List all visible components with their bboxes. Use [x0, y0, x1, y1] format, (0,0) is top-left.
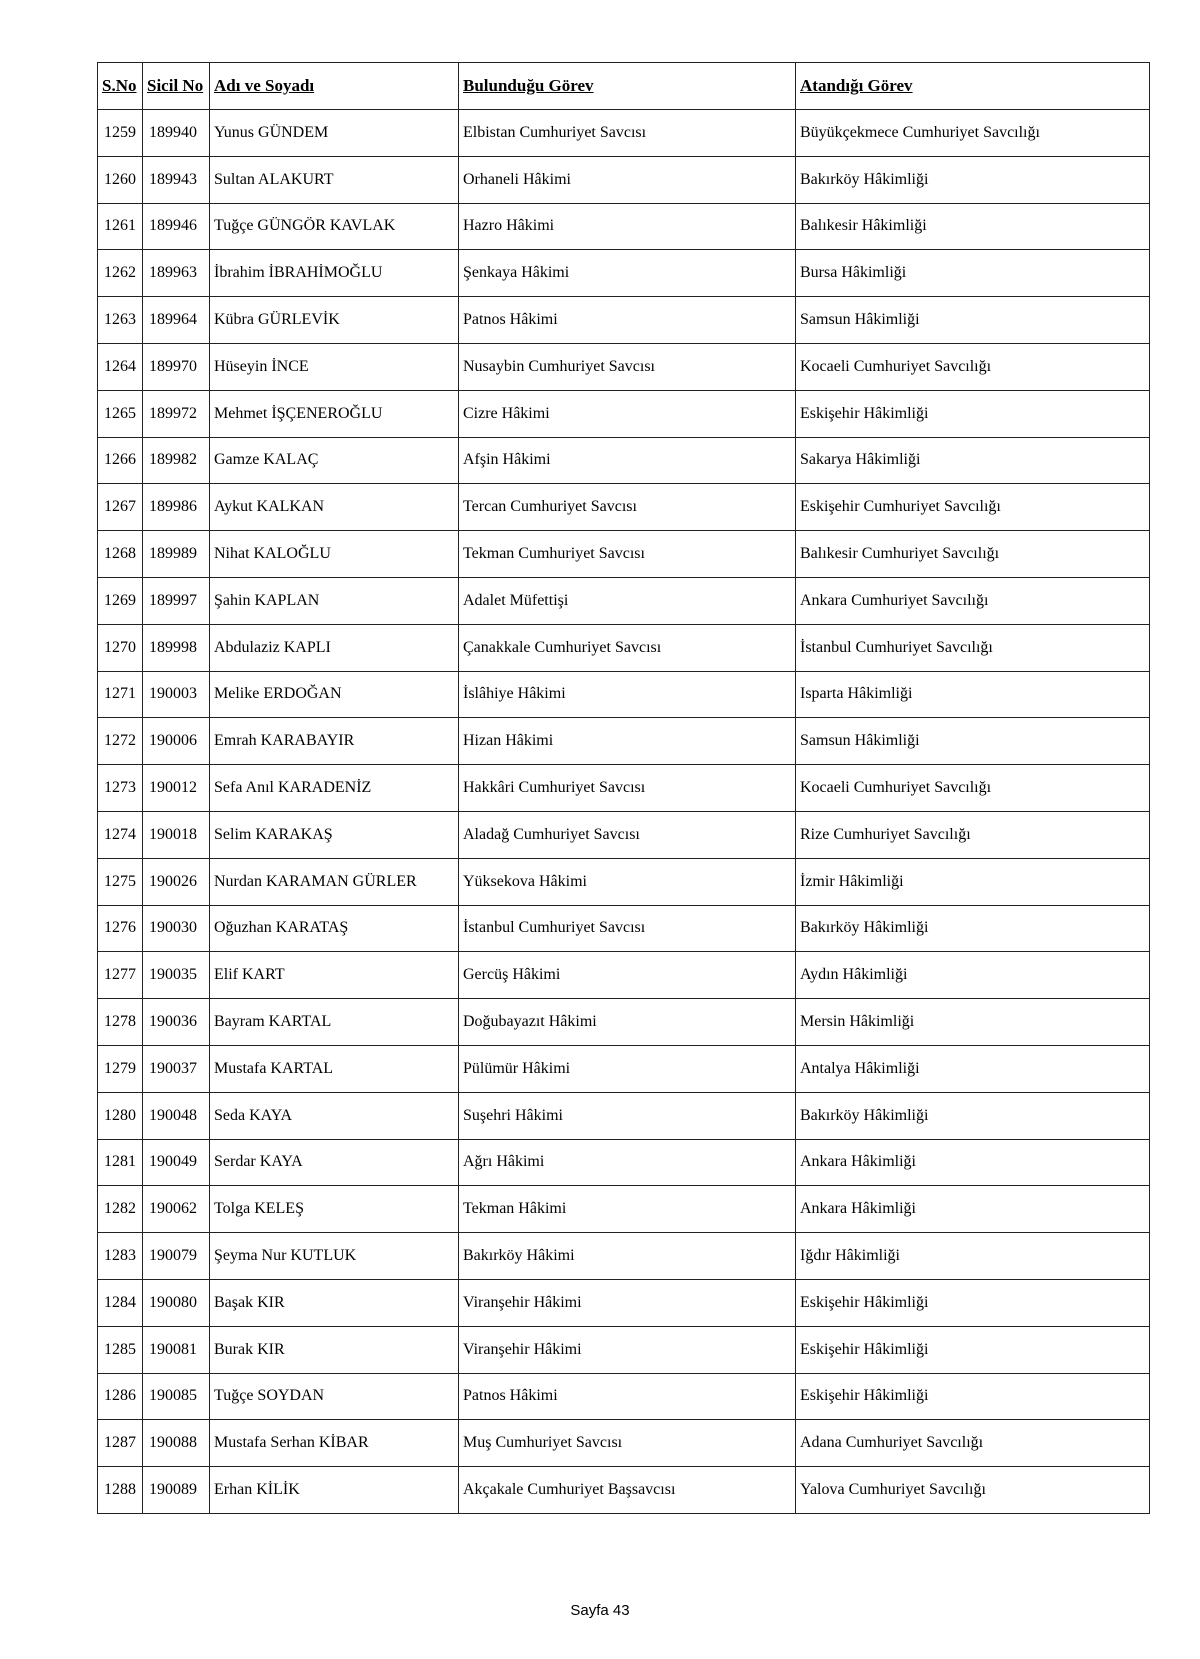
cell-name: Tuğçe GÜNGÖR KAVLAK [210, 203, 459, 250]
cell-sicil-no: 189943 [143, 156, 210, 203]
cell-sno: 1273 [98, 765, 143, 812]
table-row [98, 811, 1150, 858]
cell-assigned-duty: Ankara Hâkimliği [796, 1186, 1150, 1233]
cell-name: Gamze KALAÇ [210, 437, 459, 484]
table-row [98, 1092, 1150, 1139]
cell-current-duty: Hizan Hâkimi [459, 718, 796, 765]
cell-name: Sefa Anıl KARADENİZ [210, 765, 459, 812]
cell-name: Nihat KALOĞLU [210, 531, 459, 578]
cell-assigned-duty: İstanbul Cumhuriyet Savcılığı [796, 624, 1150, 671]
cell-assigned-duty: İzmir Hâkimliği [796, 858, 1150, 905]
table-row [98, 858, 1150, 905]
cell-sno: 1284 [98, 1279, 143, 1326]
cell-current-duty: İstanbul Cumhuriyet Savcısı [459, 905, 796, 952]
cell-name: Şahin KAPLAN [210, 577, 459, 624]
cell-sno: 1270 [98, 624, 143, 671]
cell-name: Burak KIR [210, 1326, 459, 1373]
cell-sicil-no: 189982 [143, 437, 210, 484]
cell-assigned-duty: Eskişehir Hâkimliği [796, 1326, 1150, 1373]
table-row [98, 156, 1150, 203]
cell-current-duty: Viranşehir Hâkimi [459, 1279, 796, 1326]
cell-sno: 1263 [98, 297, 143, 344]
cell-sicil-no: 190012 [143, 765, 210, 812]
cell-assigned-duty: Eskişehir Hâkimliği [796, 1373, 1150, 1420]
cell-sno: 1259 [98, 110, 143, 157]
cell-name: Serdar KAYA [210, 1139, 459, 1186]
cell-current-duty: Ağrı Hâkimi [459, 1139, 796, 1186]
table-row [98, 1373, 1150, 1420]
cell-assigned-duty: Ankara Cumhuriyet Savcılığı [796, 577, 1150, 624]
cell-assigned-duty: Yalova Cumhuriyet Savcılığı [796, 1467, 1150, 1514]
cell-current-duty: Doğubayazıt Hâkimi [459, 999, 796, 1046]
table-row [98, 343, 1150, 390]
table-row [98, 203, 1150, 250]
cell-sno: 1260 [98, 156, 143, 203]
cell-sicil-no: 189972 [143, 390, 210, 437]
cell-sicil-no: 190062 [143, 1186, 210, 1233]
cell-sno: 1266 [98, 437, 143, 484]
cell-current-duty: Elbistan Cumhuriyet Savcısı [459, 110, 796, 157]
cell-assigned-duty: Adana Cumhuriyet Savcılığı [796, 1420, 1150, 1467]
cell-sicil-no: 189964 [143, 297, 210, 344]
cell-sicil-no: 190018 [143, 811, 210, 858]
cell-assigned-duty: Balıkesir Hâkimliği [796, 203, 1150, 250]
cell-sicil-no: 190006 [143, 718, 210, 765]
cell-name: Nurdan KARAMAN GÜRLER [210, 858, 459, 905]
cell-assigned-duty: Mersin Hâkimliği [796, 999, 1150, 1046]
cell-name: Seda KAYA [210, 1092, 459, 1139]
cell-sicil-no: 189946 [143, 203, 210, 250]
cell-current-duty: Patnos Hâkimi [459, 297, 796, 344]
cell-name: Sultan ALAKURT [210, 156, 459, 203]
cell-sno: 1279 [98, 1045, 143, 1092]
cell-assigned-duty: Kocaeli Cumhuriyet Savcılığı [796, 343, 1150, 390]
cell-current-duty: Patnos Hâkimi [459, 1373, 796, 1420]
cell-current-duty: Cizre Hâkimi [459, 390, 796, 437]
table-row [98, 250, 1150, 297]
cell-name: Tuğçe SOYDAN [210, 1373, 459, 1420]
table-row [98, 1420, 1150, 1467]
cell-sicil-no: 189989 [143, 531, 210, 578]
cell-sicil-no: 189997 [143, 577, 210, 624]
cell-current-duty: Akçakale Cumhuriyet Başsavcısı [459, 1467, 796, 1514]
table-row [98, 1186, 1150, 1233]
cell-sno: 1264 [98, 343, 143, 390]
cell-sno: 1268 [98, 531, 143, 578]
cell-current-duty: İslâhiye Hâkimi [459, 671, 796, 718]
table-row [98, 531, 1150, 578]
header-current-duty: Bulunduğu Görev [459, 63, 796, 110]
cell-assigned-duty: Bursa Hâkimliği [796, 250, 1150, 297]
table-row [98, 905, 1150, 952]
cell-assigned-duty: Iğdır Hâkimliği [796, 1233, 1150, 1280]
header-sicil-no: Sicil No [143, 63, 210, 110]
table-row [98, 1233, 1150, 1280]
cell-sno: 1271 [98, 671, 143, 718]
cell-sno: 1265 [98, 390, 143, 437]
cell-current-duty: Nusaybin Cumhuriyet Savcısı [459, 343, 796, 390]
cell-name: Bayram KARTAL [210, 999, 459, 1046]
cell-current-duty: Afşin Hâkimi [459, 437, 796, 484]
cell-sno: 1280 [98, 1092, 143, 1139]
cell-current-duty: Viranşehir Hâkimi [459, 1326, 796, 1373]
cell-assigned-duty: Sakarya Hâkimliği [796, 437, 1150, 484]
cell-name: Emrah KARABAYIR [210, 718, 459, 765]
cell-sicil-no: 190037 [143, 1045, 210, 1092]
table-row [98, 624, 1150, 671]
cell-assigned-duty: Bakırköy Hâkimliği [796, 156, 1150, 203]
cell-current-duty: Hakkâri Cumhuriyet Savcısı [459, 765, 796, 812]
cell-sno: 1267 [98, 484, 143, 531]
cell-current-duty: Tekman Hâkimi [459, 1186, 796, 1233]
cell-sno: 1274 [98, 811, 143, 858]
cell-sno: 1272 [98, 718, 143, 765]
table-row [98, 1467, 1150, 1514]
cell-current-duty: Şenkaya Hâkimi [459, 250, 796, 297]
cell-sno: 1288 [98, 1467, 143, 1514]
table-row [98, 999, 1150, 1046]
cell-assigned-duty: Samsun Hâkimliği [796, 297, 1150, 344]
cell-name: Selim KARAKAŞ [210, 811, 459, 858]
cell-sno: 1278 [98, 999, 143, 1046]
cell-name: İbrahim İBRAHİMOĞLU [210, 250, 459, 297]
cell-name: Başak KIR [210, 1279, 459, 1326]
cell-sicil-no: 190080 [143, 1279, 210, 1326]
table-row [98, 952, 1150, 999]
cell-sno: 1276 [98, 905, 143, 952]
cell-name: Yunus GÜNDEM [210, 110, 459, 157]
cell-sicil-no: 189986 [143, 484, 210, 531]
cell-name: Abdulaziz KAPLI [210, 624, 459, 671]
cell-current-duty: Suşehri Hâkimi [459, 1092, 796, 1139]
cell-current-duty: Muş Cumhuriyet Savcısı [459, 1420, 796, 1467]
cell-sicil-no: 190079 [143, 1233, 210, 1280]
cell-current-duty: Gercüş Hâkimi [459, 952, 796, 999]
cell-sicil-no: 190035 [143, 952, 210, 999]
table-row [98, 1139, 1150, 1186]
table-body [98, 110, 1150, 1514]
cell-sicil-no: 190026 [143, 858, 210, 905]
cell-current-duty: Adalet Müfettişi [459, 577, 796, 624]
table-row [98, 1326, 1150, 1373]
table-row [98, 484, 1150, 531]
assignment-table [97, 62, 1150, 1514]
table-row [98, 577, 1150, 624]
cell-name: Aykut KALKAN [210, 484, 459, 531]
cell-assigned-duty: Büyükçekmece Cumhuriyet Savcılığı [796, 110, 1150, 157]
cell-sicil-no: 190036 [143, 999, 210, 1046]
cell-sicil-no: 190081 [143, 1326, 210, 1373]
cell-name: Erhan KİLİK [210, 1467, 459, 1514]
header-assigned-duty: Atandığı Görev [796, 63, 1150, 110]
cell-assigned-duty: Eskişehir Hâkimliği [796, 1279, 1150, 1326]
cell-current-duty: Tekman Cumhuriyet Savcısı [459, 531, 796, 578]
cell-assigned-duty: Kocaeli Cumhuriyet Savcılığı [796, 765, 1150, 812]
cell-sno: 1277 [98, 952, 143, 999]
table-row [98, 1045, 1150, 1092]
cell-sicil-no: 190049 [143, 1139, 210, 1186]
cell-sicil-no: 190089 [143, 1467, 210, 1514]
cell-sicil-no: 190048 [143, 1092, 210, 1139]
cell-current-duty: Hazro Hâkimi [459, 203, 796, 250]
cell-sno: 1269 [98, 577, 143, 624]
cell-current-duty: Orhaneli Hâkimi [459, 156, 796, 203]
table-row [98, 765, 1150, 812]
cell-name: Hüseyin İNCE [210, 343, 459, 390]
table-row [98, 110, 1150, 157]
cell-sno: 1275 [98, 858, 143, 905]
cell-sicil-no: 189940 [143, 110, 210, 157]
cell-sno: 1262 [98, 250, 143, 297]
cell-sicil-no: 190030 [143, 905, 210, 952]
cell-sicil-no: 190088 [143, 1420, 210, 1467]
cell-assigned-duty: Eskişehir Hâkimliği [796, 390, 1150, 437]
cell-assigned-duty: Balıkesir Cumhuriyet Savcılığı [796, 531, 1150, 578]
table-row [98, 390, 1150, 437]
table-row [98, 437, 1150, 484]
cell-assigned-duty: Antalya Hâkimliği [796, 1045, 1150, 1092]
header-sno: S.No [98, 63, 143, 110]
cell-name: Mustafa Serhan KİBAR [210, 1420, 459, 1467]
cell-assigned-duty: Eskişehir Cumhuriyet Savcılığı [796, 484, 1150, 531]
cell-sicil-no: 190003 [143, 671, 210, 718]
cell-assigned-duty: Rize Cumhuriyet Savcılığı [796, 811, 1150, 858]
cell-sno: 1281 [98, 1139, 143, 1186]
cell-name: Tolga KELEŞ [210, 1186, 459, 1233]
cell-assigned-duty: Aydın Hâkimliği [796, 952, 1150, 999]
table-row [98, 671, 1150, 718]
cell-current-duty: Pülümür Hâkimi [459, 1045, 796, 1092]
cell-current-duty: Bakırköy Hâkimi [459, 1233, 796, 1280]
cell-sicil-no: 189970 [143, 343, 210, 390]
cell-name: Kübra GÜRLEVİK [210, 297, 459, 344]
cell-sicil-no: 189963 [143, 250, 210, 297]
cell-assigned-duty: Bakırköy Hâkimliği [796, 905, 1150, 952]
cell-current-duty: Çanakkale Cumhuriyet Savcısı [459, 624, 796, 671]
cell-name: Elif KART [210, 952, 459, 999]
cell-assigned-duty: Ankara Hâkimliği [796, 1139, 1150, 1186]
cell-name: Melike ERDOĞAN [210, 671, 459, 718]
table-header-row [98, 63, 1150, 110]
cell-name: Mustafa KARTAL [210, 1045, 459, 1092]
cell-current-duty: Tercan Cumhuriyet Savcısı [459, 484, 796, 531]
cell-sno: 1286 [98, 1373, 143, 1420]
table-row [98, 297, 1150, 344]
cell-sno: 1287 [98, 1420, 143, 1467]
cell-sno: 1282 [98, 1186, 143, 1233]
cell-current-duty: Aladağ Cumhuriyet Savcısı [459, 811, 796, 858]
cell-sno: 1283 [98, 1233, 143, 1280]
table-row [98, 718, 1150, 765]
cell-assigned-duty: Isparta Hâkimliği [796, 671, 1150, 718]
cell-name: Şeyma Nur KUTLUK [210, 1233, 459, 1280]
cell-sno: 1285 [98, 1326, 143, 1373]
cell-sicil-no: 190085 [143, 1373, 210, 1420]
page-number: Sayfa 43 [570, 1602, 630, 1619]
cell-name: Mehmet İŞÇENEROĞLU [210, 390, 459, 437]
cell-name: Oğuzhan KARATAŞ [210, 905, 459, 952]
cell-assigned-duty: Bakırköy Hâkimliği [796, 1092, 1150, 1139]
cell-sno: 1261 [98, 203, 143, 250]
cell-current-duty: Yüksekova Hâkimi [459, 858, 796, 905]
cell-assigned-duty: Samsun Hâkimliği [796, 718, 1150, 765]
table-row [98, 1279, 1150, 1326]
header-name: Adı ve Soyadı [210, 63, 459, 110]
cell-sicil-no: 189998 [143, 624, 210, 671]
